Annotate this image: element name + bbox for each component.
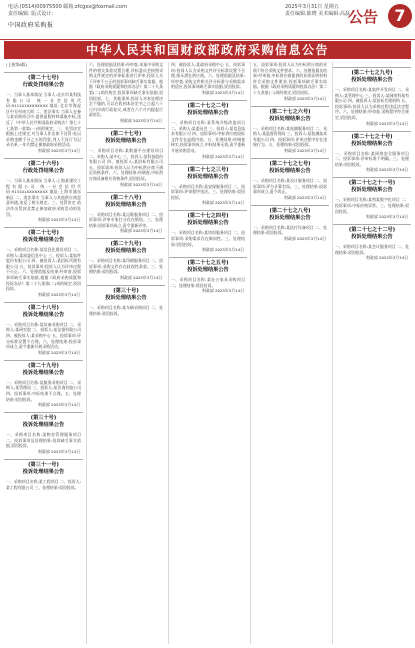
announcement-type: 投诉处理结果公告 [22,311,65,318]
announcement [4,459,83,490]
editor-line: 责任编辑: 版式设计: [8,11,53,17]
announcement [4,158,83,222]
announcement-type: 投诉处理结果公告 [351,234,393,241]
announcement-type: 投诉处理结果公告 [105,201,147,208]
continued-from-note: (上接第6版) [6,62,28,67]
announcement-body: 一、采购项目名称:某服务采购项目 二、采购人:某管理局 三、投诉人:某咨询有限公司 四、投诉事项:中标结果不合理。五、处理结果:驳回投诉。 [6,379,81,402]
announcement [4,360,83,407]
masthead-contact [8,4,127,29]
announcement-type: 投诉处理结果公告 [187,109,229,116]
announcement-number: (第二十八号) [87,192,165,202]
announcement-type: 投诉处理结果公告 [187,220,229,227]
announcement-number: (第二十七号) [4,72,83,82]
announcement-type: 投诉处理结果公告 [269,214,311,221]
announcement-type: 行政处罚结果公告 [22,167,65,174]
announcement-body: 四、被投诉人:某政府采购中心 五、投诉事项:投诉人认为采购文件评分标准设置不合理,排斥潜在供应商。六、处理依据及结果:经审查,采购文件相关评分标准与采购需求相适应,投诉事项缺乏事实依据,驳回投诉。 [171,62,245,90]
announcement-signature: 财政部 2025年3月14日 [38,448,80,454]
announcement-signature: 财政部 2025年3月14日 [202,89,244,95]
announcement [169,100,247,159]
announcement-number: (第二十六号) [4,158,83,168]
announcement-signature: 财政部 2025年3月14日 [284,95,326,101]
announcement-number: (第二十九号) [4,360,83,370]
announcement-body: 一、当事人基本情况 当事人:北京市某科技有限公司 统一社会信用代码:911101XXXXXXXX 地址:北京市海淀区中关村南大街 二、违法事实 当事人在参与某采购项目中,提供虚假材料谋取中标,违反了《中华人民共和国政府采购法》第七十七条第一款第(一)项的规定。三、处罚决定 根据上述规定,对当事人作出如下处罚:处以采购金额千分之五的罚款,列入不良行为记录名单,一年内禁止参加政府采购活动。 [6,92,81,148]
announcement-signature: 财政部 2025年3月14日 [202,288,244,294]
announcement-body: 一、采购项目名称:某信息化建设项目 二、采购人:某部委信息中心 三、投诉人:某软件股份有限公司 四、被投诉人:某招标代理有限公司 五、投诉事项:投诉人认为评审过程不公正。六、处理依据及结果:经审查,投诉事项缺乏事实依据,根据《政府采购质疑和投诉办法》第二十九条第(二)项的规定,驳回投诉。 [6,247,81,292]
announcement-signature: 财政部 2025年3月14日 [284,147,326,153]
announcement [333,224,411,260]
announcement [87,192,165,234]
announcement-body: 一、采购项目名称:某培训服务项目 二、投诉事项:采购需求存在倾向性。三、处理结果:驳回投诉。 [171,230,245,247]
announcement [87,285,165,316]
text-column [4,62,83,644]
announcement [87,128,165,187]
announcement-body: 一、采购项目名称:某设计服务项目 二、投诉事项:评分计算有误。三、处理结果:投诉事项成立,责令改正。 [253,177,327,195]
announcement-body: 一、采购项目名称:某办公家具采购项目 二、处理结果:驳回投诉。 [171,277,245,288]
announcement [251,205,329,241]
announcement [4,227,83,297]
announcement [4,302,83,355]
announcement-signature: 财政部 2025年3月14日 [120,181,162,187]
announcement-number: (第二十七之二号) [169,100,247,110]
date-line: 2025年3月31日 星期五 [285,4,339,10]
announcement-type: 投诉处理结果公告 [105,248,147,255]
announcement [251,62,329,101]
announcement [333,67,411,126]
announcement-body: 一、采购项目名称:某设备采购项目 二、采购人:某研究院 三、投诉人:某仪器有限公司 四、被投诉人:某采购中心 五、投诉事项:评分标准设置不合理。六、处理结果:投诉事项成立,责令重新开展采购活动。 [6,321,81,350]
announcement-type: 投诉处理结果公告 [187,173,229,180]
announcement-body: 一、当事人基本情况 当事人:上海某建设工程有限公司 统一社会信用代码:913101XXXXXXXX 地址:上海市浦东新区 二、违法事实 当事人与其他供应商恶意串通,违反了相关规定。三、处罚决定 依法作出罚款及禁止参加政府采购活动的处罚。 [6,177,81,217]
announcement-body: 一、采购项目名称:某档案数字化项目 二、投诉事项:中标价格异常。三、处理结果:驳回投诉。 [335,197,409,214]
announcement [169,62,247,95]
announcement-type: 行政处罚结果公告 [22,82,65,88]
announcement-type: 投诉处理结果公告 [351,187,393,194]
announcement-signature: 财政部 2025年3月14日 [38,147,80,153]
announcement-type: 投诉处理结果公告 [105,137,147,144]
announcement-type: 投诉处理结果公告 [269,167,311,174]
text-column [86,62,165,644]
announcement-number: (第二十七之十一号) [333,177,411,187]
announcement [4,72,83,153]
announcement-number: (第二十七号) [87,128,165,138]
contact-line: 电话:(0514)00975500 邮箱:zfcgxx@foxmail.com [8,4,127,10]
announcement-type: 投诉处理结果公告 [105,295,147,302]
announcement-type: 投诉处理结果公告 [351,77,393,83]
announcement-signature: 财政部 2025年3月14日 [366,167,408,173]
announcement-body: 一、采购项目名称:某安保服务项目 二、投诉事项:评审程序违法。三、处理结果:驳回投诉。 [171,183,245,200]
announcement-signature: 财政部 2025年3月14日 [202,153,244,159]
announcement-signature: 财政部 2025年3月14日 [120,275,162,281]
announcement-type: 投诉处理结果公告 [351,140,393,147]
masthead [0,0,415,40]
announcement-number: (第二十七之六号) [251,106,329,116]
announcement-number: (第二十七之九号) [333,67,411,77]
announcement-type: 投诉处理结果公告 [22,369,65,376]
announcement-number: (第三十号) [4,412,83,422]
announcement [169,257,247,293]
text-column [168,62,247,644]
announcement-signature: 财政部 2025年3月14日 [38,291,80,297]
announcement-number: (第二十七之十号) [333,131,411,141]
announcement-type: 投诉处理结果公告 [269,115,311,122]
page-number-badge: 7 [388,4,412,28]
announcement-signature: 财政部 2025年3月14日 [366,255,408,261]
announcement-signature: 财政部 2025年3月14日 [202,247,244,253]
announcement [169,164,247,206]
text-column [332,62,411,644]
announcement-signature: 财政部 2025年3月14日 [38,217,80,223]
announcement-number: (第二十七之七号) [251,158,329,168]
announcement [251,106,329,153]
announcement-type: 投诉处理结果公告 [22,237,65,244]
announcement [251,158,329,200]
announcement-number: (第三十一号) [4,459,83,469]
announcement-number: (第三十号) [87,285,165,295]
announcement-number: (第二十八号) [4,302,83,312]
editors-line: 责任编辑:陈晓 美术编辑:高磊 [285,11,350,17]
text-column [250,62,329,644]
announcement-signature: 财政部 2025年3月14日 [284,194,326,200]
announcement-number: (第二十九号) [87,238,165,248]
announcement-number: (第二十七之十二号) [333,224,411,234]
section-title: 公告 [348,8,379,26]
announcement-body: 一、采购项目名称:某会议服务项目 二、处理结果:驳回投诉。 [335,244,409,255]
announcement-signature: 财政部 2025年3月14日 [366,120,408,126]
announcement-number: (第二十七之四号) [169,210,247,220]
announcement-body: 六、处理依据及结果:经审查,本案中采购文件的相关条款设置合理,评标委员会按照采购文件规定的评审标准进行评审,投诉人关于评审不公正的投诉事项缺乏事实依据。根据《政府采购质疑和投诉办法》第二十九条第(二)项的规定,投诉事项缺乏事实依据,驳回投诉。七、其他事项:投诉人对本处理决定不服的,可以在收到本决定书之日起六十日内申请行政复议,或者在六个月内提起行政诉讼。 [89,62,163,118]
announcement-type: 投诉处理结果公告 [22,468,65,475]
announcement-body: 一、采购项目名称:某物业管理服务项目 二、投诉事项及处理结果:投诉缺乏事实依据,驳回投诉。 [6,432,81,449]
announcement-body: 一、采购项目名称:某网络安全服务项目 二、投诉事项:评审标准不明确。三、处理结果:驳回投诉。 [335,150,409,167]
announcement [87,238,165,280]
announcement [87,62,165,123]
announcement [169,210,247,252]
announcement-body: 五、投诉事项:投诉人认为中标供应商的业绩不符合采购文件要求。六、处理依据及结果:经审查,中标供应商提供的业绩证明材料符合采购文件要求,投诉事项缺乏事实依据。根据《政府采购质疑和投诉办法》第二十九条第(二)项的规定,驳回投诉。 [253,62,327,95]
announcement-signature: 财政部 2025年3月14日 [38,349,80,355]
announcement-body: 一、采购项目名称:某医疗设备项目 二、处理结果:驳回投诉。 [253,224,327,236]
announcement-signature: 财政部 2025年3月14日 [120,117,162,123]
announcement-body: 一、采购项目名称:某印刷服务项目 二、投诉事项:采购文件存在歧视性条款。三、处理结果:驳回投诉。 [89,258,163,275]
announcement-body: 一、采购项目名称:某系统升级改造项目 二、采购人:某委员会 三、投诉人:某信息技术有限公司 四、投诉事项:中标供应商投标文件存在虚假内容。五、处理结果:经调查核实,投诉事项成立,中标结果无效,责令重新开展采购活动。 [171,119,245,153]
announcement-signature: 财政部 2025年3月14日 [38,402,80,408]
announcement-body: 一、采购项目名称:某工程项目 二、投诉人:某工程有限公司 三、处理结果:驳回投诉。 [6,478,81,490]
announcement-type: 投诉处理结果公告 [187,267,229,274]
newspaper-name: 中国政府采购报 [8,22,54,29]
announcement-body: 一、采购项目名称:某软件开发项目 二、采购人:某管理中心 三、投诉人:某网络科技有限公司 四、被投诉人:某招标代理机构 五、投诉事项:投诉人认为采购过程违反法定程序。六、处理结果:经审查,采购程序符合规定,驳回投诉。 [335,87,409,120]
announcement-number: (第二十七之五号) [169,257,247,267]
page-banner-title: 中华人民共和国财政部政府采购信息公告 [4,41,411,59]
announcement-type: 投诉处理结果公告 [22,422,65,429]
announcement-number: (第二十七号) [4,227,83,237]
announcement-number: (第二十七之八号) [251,205,329,215]
announcement-signature: 财政部 2025年3月14日 [202,200,244,206]
announcement-signature: 财政部 2025年3月14日 [366,214,408,220]
announcement-body: 一、采购项目名称:某检测服务项目 二、采购人:某监督管理局 三、投诉人:某检测技术有限公司 四、投诉事项:评审过程中存在违规行为。五、处理结果:驳回投诉。 [253,125,327,148]
announcement-body: 一、采购项目名称:某数据平台建设项目 二、采购人:某中心 三、投诉人:某科技股份有限公司 四、被投诉人:某招标有限公司 五、投诉事项:投诉人认为中标供应商不满足资格条件。六、处理结果:经调查,中标供应商具备相应资格条件,驳回投诉。 [89,147,163,181]
announcement [333,131,411,173]
announcement [4,412,83,454]
announcement-number: (第二十七之三号) [169,164,247,174]
announcement-signature: 财政部 2025年3月14日 [120,228,162,234]
announcement-body: 一、采购项目名称:某运维服务项目 二、投诉事项:评审专家打分存在错误。三、处理结果:投诉事项成立,责令重新评审。 [89,211,163,228]
announcement-body: 一、采购项目名称:某车辆采购项目 二、处理结果:驳回投诉。 [89,305,163,316]
announcement [333,177,411,219]
announcement-signature: 财政部 2025年3月14日 [284,235,326,241]
